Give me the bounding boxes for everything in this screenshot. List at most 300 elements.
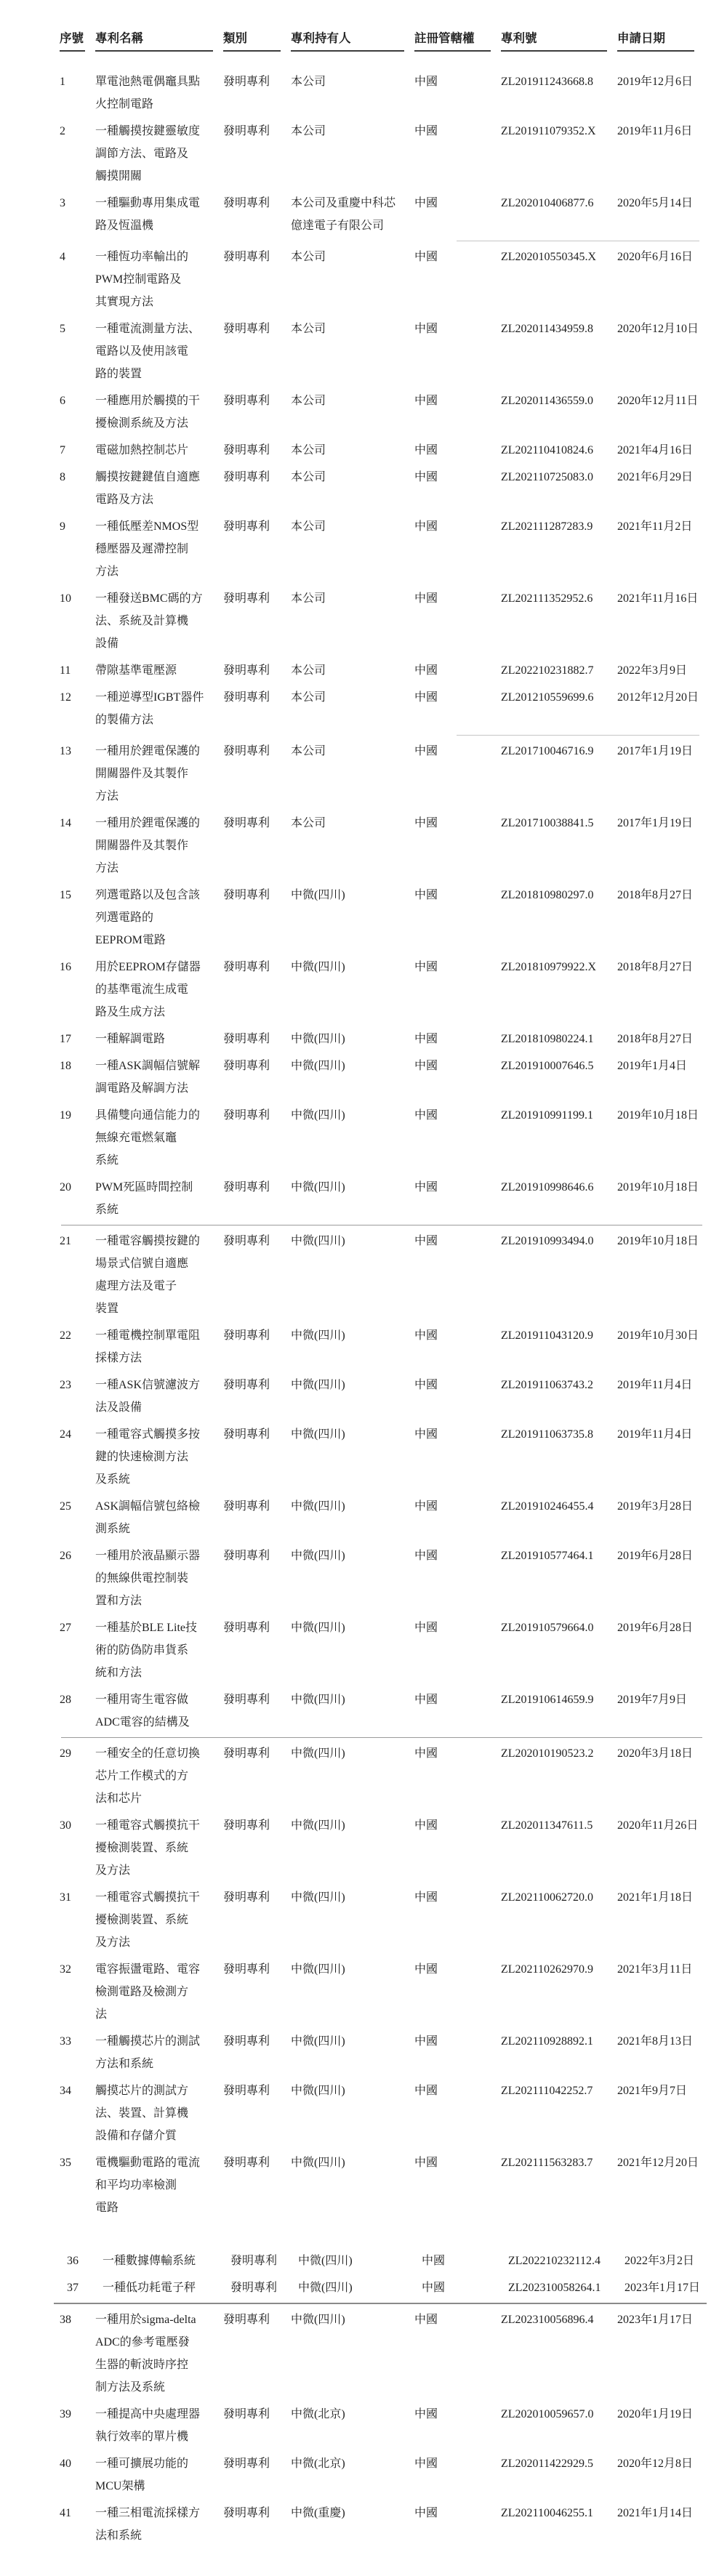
cell-application-date: 2019年1月4日 xyxy=(617,1060,688,1072)
cell-jurisdiction: 中國 xyxy=(414,1181,438,1194)
cell-seq-no: 19 xyxy=(60,1109,71,1122)
cell-category: 發明專利 xyxy=(223,1891,270,1904)
cell-patent-holder xyxy=(291,2452,414,2475)
cell-patent-number: ZL201910993494.0 xyxy=(501,1235,594,1247)
cell-application-date: 2019年3月28日 xyxy=(617,1500,694,1513)
cell-category: 發明專利 xyxy=(223,2035,270,2048)
cell-patent-name xyxy=(95,1814,223,1882)
cell-application-date: 2020年5月14日 xyxy=(617,197,694,209)
text-line: 中微(四川) xyxy=(291,2314,345,2326)
cell-patent-name xyxy=(95,2452,223,2497)
text-line: 中微(四川) xyxy=(298,2255,353,2267)
table-row xyxy=(0,318,727,385)
cell-patent-holder xyxy=(291,1958,414,1981)
header-jurisdiction xyxy=(414,31,501,56)
cell-patent-number: ZL201911063743.2 xyxy=(501,1379,593,1391)
text-line: 一種用於鋰電保護的 xyxy=(95,745,201,757)
cell-patent-holder xyxy=(291,1742,414,1765)
text-line: 法、系統及計算機 xyxy=(95,615,189,627)
cell-patent-name xyxy=(95,1230,223,1320)
cell-jurisdiction: 中國 xyxy=(414,1500,438,1513)
header-jurisdiction-label: 註冊管轄權 xyxy=(414,31,491,52)
cell-patent-name xyxy=(95,1886,223,1954)
cell-patent-holder xyxy=(291,1545,414,1567)
text-line: 採樣方法 xyxy=(95,1352,142,1364)
text-line: 一種解調電路 xyxy=(95,1033,166,1045)
text-line: 一種ASK調幅信號解 xyxy=(95,1060,201,1072)
text-line: 路及生成方法 xyxy=(95,1006,166,1018)
cell-category: 發明專利 xyxy=(223,251,270,263)
table-row xyxy=(0,1423,727,1491)
cell-patent-number: ZL202011422929.5 xyxy=(501,2458,593,2470)
cell-application-date: 2019年12月6日 xyxy=(617,76,694,88)
text-line: 及系統 xyxy=(95,1473,131,1486)
cell-jurisdiction: 中國 xyxy=(414,471,438,483)
cell-seq-no: 24 xyxy=(60,1428,71,1441)
table-row xyxy=(0,1055,727,1100)
cell-patent-number: ZL202111352952.6 xyxy=(501,592,593,605)
text-line: 本公司 xyxy=(291,471,326,483)
cell-patent-holder xyxy=(298,2277,422,2299)
text-line: 路的裝置 xyxy=(95,368,142,380)
text-line: 中微(四川) xyxy=(291,1500,345,1513)
cell-seq-no: 26 xyxy=(60,1550,71,1562)
text-line: 本公司 xyxy=(291,76,326,88)
cell-application-date: 2022年3月9日 xyxy=(617,664,688,677)
cell-patent-holder xyxy=(291,2080,414,2102)
table-row xyxy=(0,466,727,511)
cell-patent-number: ZL201210559699.6 xyxy=(501,691,594,704)
cell-patent-name xyxy=(95,1495,223,1540)
cell-application-date: 2020年1月19日 xyxy=(617,2408,694,2420)
cell-patent-number: ZL201810980224.1 xyxy=(501,1033,594,1045)
cell-jurisdiction: 中國 xyxy=(414,1747,438,1760)
cell-patent-name xyxy=(95,390,223,435)
text-line: 中微(四川) xyxy=(291,1109,345,1122)
cell-application-date: 2021年9月7日 xyxy=(617,2085,688,2097)
cell-category: 發明專利 xyxy=(223,961,270,973)
cell-patent-holder xyxy=(291,318,414,340)
cell-patent-name xyxy=(95,956,223,1023)
text-line: 的製備方法 xyxy=(95,714,154,726)
cell-patent-holder xyxy=(291,120,414,142)
cell-application-date: 2019年11月6日 xyxy=(617,125,693,137)
cell-application-date: 2012年12月20日 xyxy=(617,691,699,704)
cell-category: 發明專利 xyxy=(223,395,270,407)
cell-patent-name xyxy=(95,884,223,951)
table-row xyxy=(0,515,727,583)
cell-patent-number: ZL202010406877.6 xyxy=(501,197,594,209)
text-line: 一種基於BLE Lite技 xyxy=(95,1622,197,1634)
cell-jurisdiction: 中國 xyxy=(414,1235,438,1247)
text-line: 方法 xyxy=(95,790,119,802)
text-line: 用於EEPROM存儲器 xyxy=(95,961,201,973)
text-line: 列選電路的 xyxy=(95,911,154,924)
cell-jurisdiction: 中國 xyxy=(414,1379,438,1391)
cell-patent-holder xyxy=(291,1028,414,1050)
cell-patent-holder xyxy=(291,2030,414,2053)
cell-jurisdiction: 中國 xyxy=(414,817,438,829)
cell-patent-number: ZL201710038841.5 xyxy=(501,817,594,829)
table-row xyxy=(0,246,727,313)
cell-seq-no: 8 xyxy=(60,471,65,483)
cell-application-date: 2019年11月4日 xyxy=(617,1428,693,1441)
cell-patent-number: ZL201911043120.9 xyxy=(501,1329,593,1342)
text-line: 電容振盪電路、電容 xyxy=(95,1963,201,1976)
cell-patent-name xyxy=(95,2403,223,2448)
cell-patent-number: ZL201910577464.1 xyxy=(501,1550,594,1562)
cell-patent-holder xyxy=(291,71,414,93)
text-line: 中微(四川) xyxy=(298,2282,353,2294)
cell-patent-name xyxy=(103,2277,230,2299)
cell-patent-holder xyxy=(291,1324,414,1347)
text-line: 一種電容式觸摸多按 xyxy=(95,1428,201,1441)
table-row xyxy=(0,1545,727,1612)
cell-patent-holder xyxy=(291,1230,414,1252)
header-patent-name-label: 專利名稱 xyxy=(95,31,213,52)
cell-application-date: 2018年8月27日 xyxy=(617,961,694,973)
text-line: 本公司 xyxy=(291,395,326,407)
text-line: 設備 xyxy=(95,637,119,650)
cell-patent-name xyxy=(95,1028,223,1050)
cell-patent-holder xyxy=(291,2502,414,2524)
text-line: 本公司 xyxy=(291,444,326,456)
cell-seq-no: 41 xyxy=(60,2507,71,2519)
text-line: 一種低壓差NMOS型 xyxy=(95,520,199,533)
text-line: 鍵的快速檢測方法 xyxy=(95,1451,189,1463)
text-line: 中微(四川) xyxy=(291,1819,345,1832)
cell-patent-name xyxy=(95,2152,223,2219)
text-line: 一種數據傳輸系統 xyxy=(103,2255,196,2267)
table-row xyxy=(0,1176,727,1221)
cell-patent-name xyxy=(95,2030,223,2075)
cell-patent-number: ZL201810979922.X xyxy=(501,961,597,973)
text-line: 觸摸按鍵鍵值自適應 xyxy=(95,471,201,483)
cell-jurisdiction: 中國 xyxy=(414,664,438,677)
cell-patent-number: ZL201910246455.4 xyxy=(501,1500,594,1513)
cell-category: 發明專利 xyxy=(223,2314,270,2326)
table-row xyxy=(0,1104,727,1172)
cell-patent-name xyxy=(95,659,223,682)
text-line: 本公司 xyxy=(291,745,326,757)
cell-patent-name xyxy=(95,466,223,511)
cell-patent-number: ZL201911079352.X xyxy=(501,125,596,137)
header-category xyxy=(223,31,291,56)
cell-patent-name xyxy=(95,2080,223,2147)
text-line: 本公司 xyxy=(291,323,326,335)
header-patent-holder xyxy=(291,31,414,56)
cell-jurisdiction: 中國 xyxy=(414,1329,438,1342)
text-line: 及方法 xyxy=(95,1864,131,1877)
cell-patent-holder xyxy=(291,1689,414,1711)
cell-jurisdiction: 中國 xyxy=(414,197,438,209)
cell-patent-name xyxy=(95,740,223,808)
cell-patent-number: ZL201810980297.0 xyxy=(501,889,594,901)
cell-jurisdiction: 中國 xyxy=(414,251,438,263)
text-line: 觸摸開關 xyxy=(95,170,142,182)
text-line: 本公司 xyxy=(291,125,326,137)
cell-patent-number: ZL201910007646.5 xyxy=(501,1060,594,1072)
text-line: 開關器件及其製作 xyxy=(95,768,189,780)
text-line: 電路及方法 xyxy=(95,494,154,506)
table-row xyxy=(0,1689,727,1734)
cell-application-date: 2021年3月11日 xyxy=(617,1963,693,1976)
cell-seq-no: 17 xyxy=(60,1033,71,1045)
text-line: 一種低功耗電子秤 xyxy=(103,2282,196,2294)
cell-jurisdiction: 中國 xyxy=(414,76,438,88)
cell-category: 發明專利 xyxy=(223,1379,270,1391)
header-application-date-label: 申請日期 xyxy=(617,31,694,52)
cell-seq-no: 35 xyxy=(60,2157,71,2169)
text-line: 系統 xyxy=(95,1154,119,1167)
cell-patent-number: ZL202210232112.4 xyxy=(508,2255,601,2267)
cell-application-date: 2018年8月27日 xyxy=(617,889,694,901)
table-row xyxy=(0,120,727,188)
table-row xyxy=(0,1886,727,1954)
cell-patent-holder xyxy=(291,192,414,237)
cell-seq-no: 36 xyxy=(67,2255,79,2267)
cell-patent-number: ZL202111042252.7 xyxy=(501,2085,593,2097)
table-row xyxy=(0,1814,727,1882)
text-line: 統和方法 xyxy=(95,1667,142,1679)
cell-patent-number: ZL202310058264.1 xyxy=(508,2282,601,2294)
cell-jurisdiction: 中國 xyxy=(414,125,438,137)
cell-patent-number: ZL201910579664.0 xyxy=(501,1622,594,1634)
text-line: 的基準電流生成電 xyxy=(95,983,189,996)
cell-jurisdiction: 中國 xyxy=(422,2255,446,2267)
cell-jurisdiction: 中國 xyxy=(414,1428,438,1441)
cell-patent-name xyxy=(95,1742,223,1810)
cell-category: 發明專利 xyxy=(223,817,270,829)
cell-patent-name xyxy=(95,1423,223,1491)
text-line: 設備和存儲介質 xyxy=(95,2130,177,2142)
text-line: 擾檢測裝置、系統 xyxy=(95,1914,189,1926)
page-break-divider xyxy=(54,2303,707,2304)
cell-patent-holder xyxy=(291,686,414,709)
cell-application-date: 2022年3月2日 xyxy=(624,2255,695,2267)
text-line: 方法 xyxy=(95,862,119,874)
cell-category: 發明專利 xyxy=(223,691,270,704)
cell-patent-number: ZL202110410824.6 xyxy=(501,444,593,456)
cell-application-date: 2021年1月14日 xyxy=(617,2507,694,2519)
cell-patent-number: ZL201911243668.8 xyxy=(501,76,593,88)
cell-seq-no: 11 xyxy=(60,664,71,677)
text-line: 中微(四川) xyxy=(291,1891,345,1904)
cell-patent-name xyxy=(95,71,223,116)
text-line: 中微(四川) xyxy=(291,2035,345,2048)
cell-patent-holder xyxy=(291,1374,414,1396)
table-row xyxy=(0,439,727,462)
cell-seq-no: 39 xyxy=(60,2408,71,2420)
page-break-divider xyxy=(61,1737,702,1738)
text-line: 其實現方法 xyxy=(95,296,154,308)
cell-jurisdiction: 中國 xyxy=(414,889,438,901)
cell-application-date: 2019年10月18日 xyxy=(617,1235,699,1247)
text-line: ADC電容的結構及 xyxy=(95,1716,190,1728)
table-row xyxy=(0,1495,727,1540)
cell-seq-no: 22 xyxy=(60,1329,71,1342)
text-line: 中微(四川) xyxy=(291,1033,345,1045)
text-line: 本公司及重慶中科芯 xyxy=(291,197,396,209)
cell-application-date: 2018年8月27日 xyxy=(617,1033,694,1045)
text-line: 檢測電路及檢測方 xyxy=(95,1986,189,1998)
text-line: 本公司 xyxy=(291,251,326,263)
text-line: 中微(四川) xyxy=(291,889,345,901)
cell-patent-holder xyxy=(291,466,414,488)
text-line: 帶隙基準電壓源 xyxy=(95,664,177,677)
cell-patent-number: ZL202110725083.0 xyxy=(501,471,593,483)
cell-patent-number: ZL202010550345.X xyxy=(501,251,597,263)
cell-jurisdiction: 中國 xyxy=(414,691,438,704)
text-line: 制方法及系統 xyxy=(95,2381,166,2394)
cell-patent-name xyxy=(95,439,223,462)
table-row xyxy=(0,390,727,435)
cell-seq-no: 18 xyxy=(60,1060,71,1072)
text-line: 一種電流測量方法、 xyxy=(95,323,201,335)
text-line: 和平均功率檢測 xyxy=(95,2179,177,2191)
text-line: 擾檢測系統及方法 xyxy=(95,417,189,430)
cell-patent-number: ZL202010190523.2 xyxy=(501,1747,594,1760)
cell-jurisdiction: 中國 xyxy=(414,520,438,533)
cell-category: 發明專利 xyxy=(223,1963,270,1976)
cell-jurisdiction: 中國 xyxy=(414,1109,438,1122)
header-seq-no xyxy=(60,31,95,56)
cell-jurisdiction: 中國 xyxy=(422,2282,446,2294)
cell-category: 發明專利 xyxy=(223,2085,270,2097)
cell-patent-number: ZL202010059657.0 xyxy=(501,2408,594,2420)
cell-category: 發明專利 xyxy=(223,1550,270,1562)
cell-patent-name xyxy=(95,192,223,237)
cell-category: 發明專利 xyxy=(223,2507,270,2519)
cell-seq-no: 37 xyxy=(67,2282,79,2294)
cell-patent-number: ZL202011436559.0 xyxy=(501,395,593,407)
cell-jurisdiction: 中國 xyxy=(414,2157,438,2169)
text-line: 中微(四川) xyxy=(291,1235,345,1247)
cell-patent-holder xyxy=(291,390,414,412)
table-row xyxy=(7,2250,727,2272)
text-line: 中微(四川) xyxy=(291,1550,345,1562)
cell-seq-no: 3 xyxy=(60,197,65,209)
table-row xyxy=(0,2030,727,2075)
cell-patent-name xyxy=(95,1545,223,1612)
cell-patent-name xyxy=(95,1617,223,1684)
cell-patent-number: ZL202111563283.7 xyxy=(501,2157,593,2169)
cell-jurisdiction: 中國 xyxy=(414,1033,438,1045)
cell-patent-holder xyxy=(291,956,414,978)
cell-patent-number: ZL202110262970.9 xyxy=(501,1963,593,1976)
text-line: 一種電容式觸摸抗干 xyxy=(95,1819,201,1832)
text-line: 中微(四川) xyxy=(291,1060,345,1072)
cell-patent-name xyxy=(95,1689,223,1734)
cell-seq-no: 2 xyxy=(60,125,65,137)
cell-application-date: 2019年6月28日 xyxy=(617,1550,694,1562)
page-break-divider xyxy=(457,735,699,736)
cell-seq-no: 16 xyxy=(60,961,71,973)
cell-category: 發明專利 xyxy=(223,125,270,137)
cell-category: 發明專利 xyxy=(223,1329,270,1342)
text-line: 芯片工作模式的方 xyxy=(95,1770,189,1782)
cell-jurisdiction: 中國 xyxy=(414,1060,438,1072)
cell-patent-name xyxy=(95,812,223,880)
table-row xyxy=(0,659,727,682)
cell-application-date: 2019年10月30日 xyxy=(617,1329,699,1342)
text-line: 電路以及使用該電 xyxy=(95,345,189,358)
cell-jurisdiction: 中國 xyxy=(414,444,438,456)
cell-category: 發明專利 xyxy=(223,1819,270,1832)
text-line: 一種用寄生電容做 xyxy=(95,1694,189,1706)
cell-jurisdiction: 中國 xyxy=(414,2507,438,2519)
cell-patent-number: ZL202011434959.8 xyxy=(501,323,593,335)
text-line: 方法 xyxy=(95,565,119,578)
cell-seq-no: 10 xyxy=(60,592,71,605)
cell-seq-no: 34 xyxy=(60,2085,71,2097)
cell-category: 發明專利 xyxy=(223,1033,270,1045)
cell-application-date: 2020年12月8日 xyxy=(617,2458,694,2470)
cell-patent-number: ZL201910998646.6 xyxy=(501,1181,594,1194)
cell-category: 發明專利 xyxy=(223,889,270,901)
text-line: 中微(四川) xyxy=(291,1181,345,1194)
text-line: 中微(四川) xyxy=(291,961,345,973)
cell-application-date: 2021年11月16日 xyxy=(617,592,699,605)
text-line: 術的防偽防串貨系 xyxy=(95,1644,189,1657)
text-line: 路及恆溫機 xyxy=(95,220,154,232)
cell-category: 發明專利 xyxy=(223,1235,270,1247)
text-line: 擾檢測裝置、系統 xyxy=(95,1842,189,1854)
text-line: 一種電容式觸摸抗干 xyxy=(95,1891,201,1904)
cell-seq-no: 31 xyxy=(60,1891,71,1904)
text-line: 中微(四川) xyxy=(291,1622,345,1634)
cell-application-date: 2019年11月4日 xyxy=(617,1379,693,1391)
cell-application-date: 2020年11月26日 xyxy=(617,1819,699,1832)
cell-application-date: 2020年3月18日 xyxy=(617,1747,694,1760)
cell-seq-no: 14 xyxy=(60,817,71,829)
text-line: 測系統 xyxy=(95,1523,131,1535)
cell-category: 發明專利 xyxy=(223,2458,270,2470)
cell-patent-number: ZL202111287283.9 xyxy=(501,520,593,533)
cell-category: 發明專利 xyxy=(223,1109,270,1122)
text-line: 一種可擴展功能的 xyxy=(95,2458,189,2470)
text-line: 一種恆功率輸出的 xyxy=(95,251,189,263)
header-patent-number xyxy=(501,31,617,56)
cell-application-date: 2021年4月16日 xyxy=(617,444,694,456)
cell-seq-no: 38 xyxy=(60,2314,71,2326)
text-line: 中微(北京) xyxy=(291,2458,345,2470)
cell-patent-name xyxy=(95,515,223,583)
cell-jurisdiction: 中國 xyxy=(414,1550,438,1562)
cell-application-date: 2019年7月9日 xyxy=(617,1694,688,1706)
cell-category: 發明專利 xyxy=(223,745,270,757)
text-line: 一種逆導型IGBT器件 xyxy=(95,691,204,704)
table-row xyxy=(0,1230,727,1320)
table-header-row xyxy=(0,31,727,56)
cell-seq-no: 9 xyxy=(60,520,65,533)
cell-category: 發明專利 xyxy=(223,520,270,533)
text-line: 一種驅動專用集成電 xyxy=(95,197,201,209)
cell-seq-no: 5 xyxy=(60,323,65,335)
text-line: 本公司 xyxy=(291,592,326,605)
header-patent-name xyxy=(95,31,223,56)
text-line: 法和系統 xyxy=(95,2529,142,2542)
cell-patent-holder xyxy=(291,1176,414,1199)
text-line: 一種觸摸按鍵靈敏度 xyxy=(95,125,201,137)
cell-jurisdiction: 中國 xyxy=(414,2035,438,2048)
cell-patent-number: ZL201710046716.9 xyxy=(501,745,594,757)
table-row xyxy=(0,2452,727,2497)
text-line: 穩壓器及遲滯控制 xyxy=(95,543,189,555)
cell-patent-holder xyxy=(291,515,414,538)
text-line: 一種安全的任意切換 xyxy=(95,1747,201,1760)
cell-jurisdiction: 中國 xyxy=(414,2458,438,2470)
